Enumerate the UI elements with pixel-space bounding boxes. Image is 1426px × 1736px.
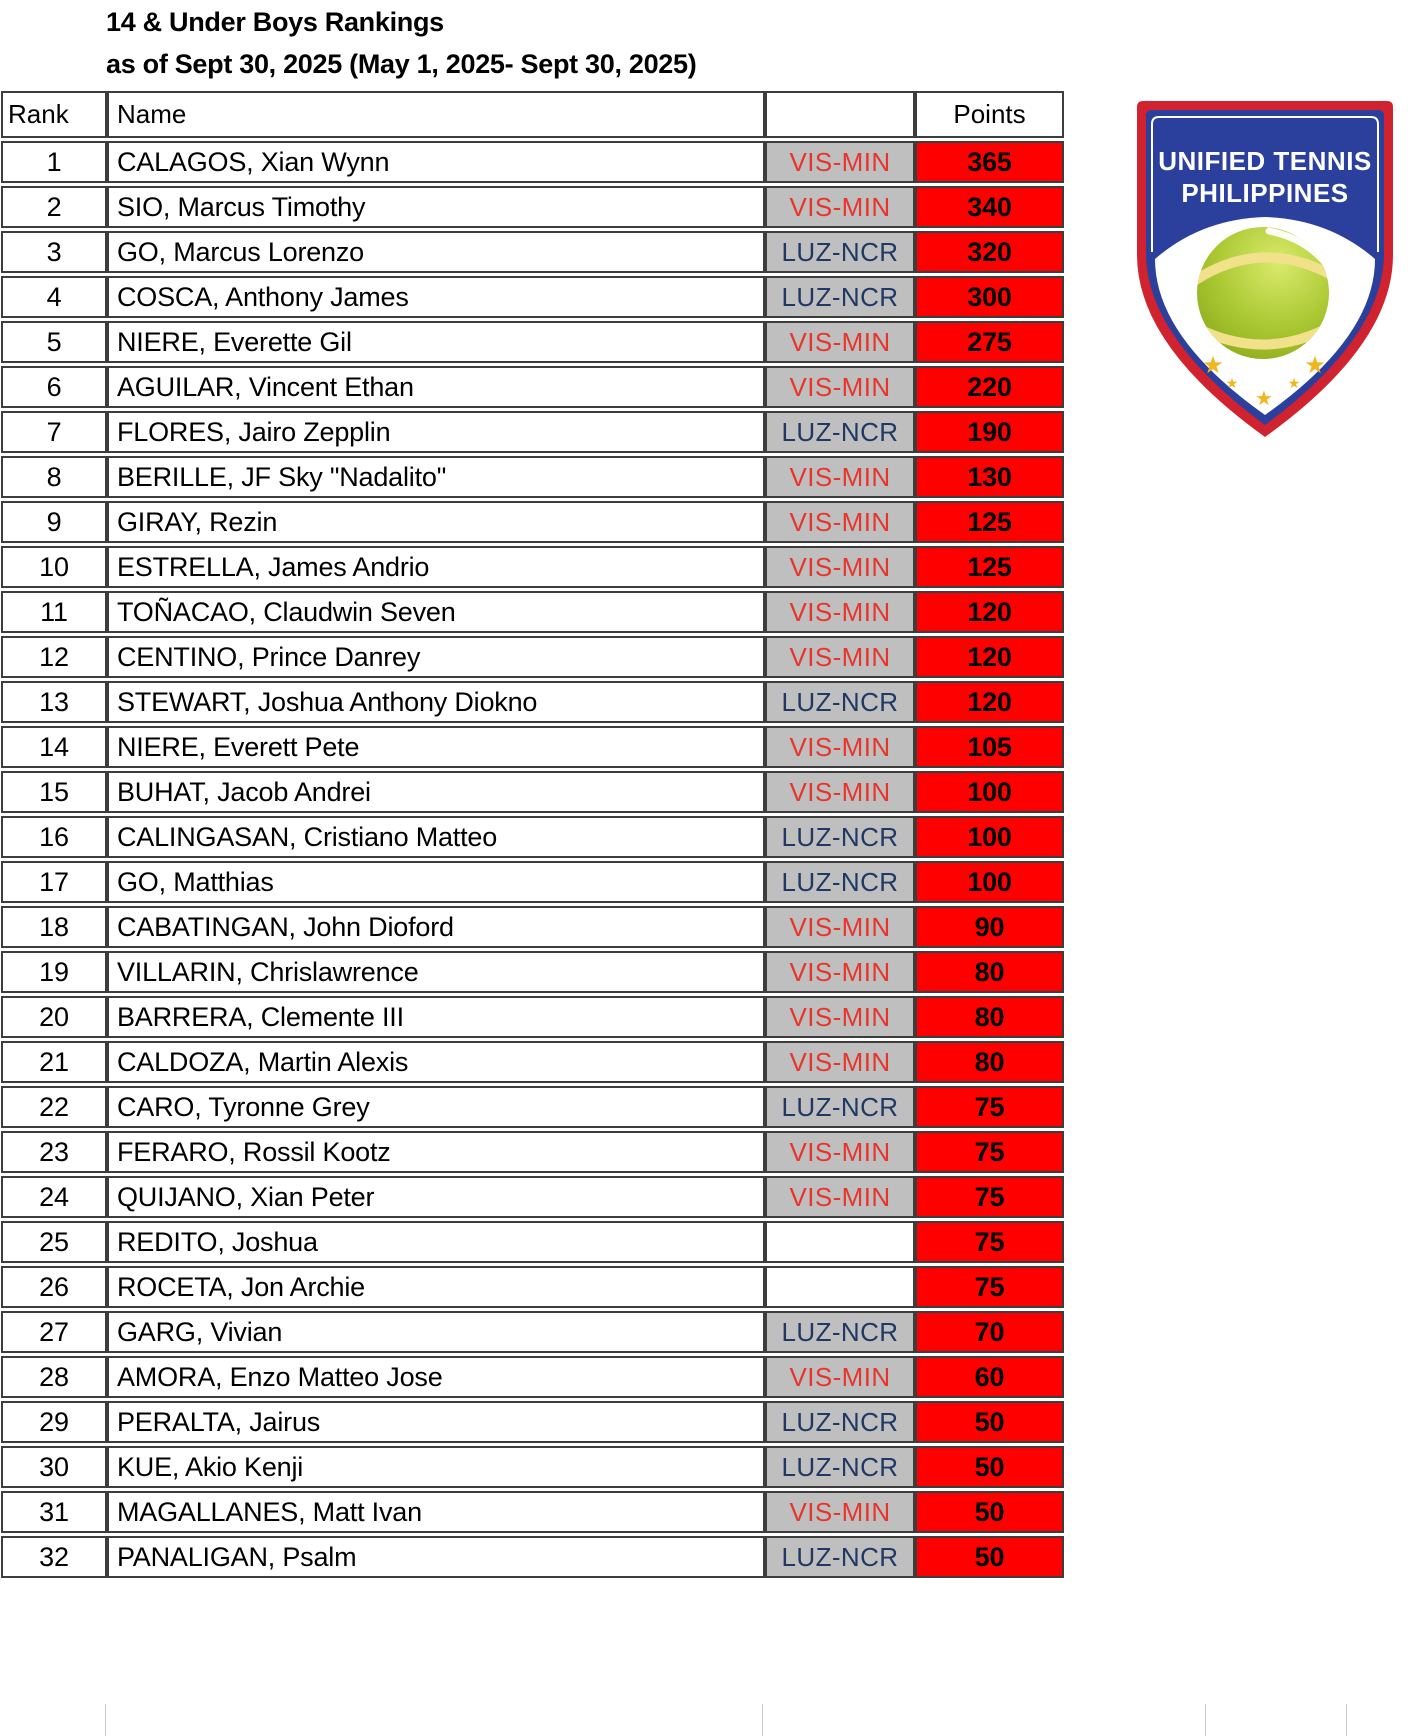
region-cell: LUZ-NCR	[765, 231, 915, 273]
table-row	[1, 186, 1064, 228]
region-cell: VIS-MIN	[765, 1491, 915, 1533]
rank-cell: 7	[1, 411, 107, 453]
region-cell: VIS-MIN	[765, 141, 915, 183]
rank-cell: 8	[1, 456, 107, 498]
rank-cell: 4	[1, 276, 107, 318]
points-cell: 80	[915, 996, 1064, 1038]
name-cell: AGUILAR, Vincent Ethan	[107, 366, 765, 408]
points-cell: 70	[915, 1311, 1064, 1353]
name-cell: GIRAY, Rezin	[107, 501, 765, 543]
table-row	[1, 231, 1064, 273]
table-row	[1, 501, 1064, 543]
name-cell: PANALIGAN, Psalm	[107, 1536, 765, 1578]
table-row	[1, 366, 1064, 408]
table-row	[1, 456, 1064, 498]
name-cell: GARG, Vivian	[107, 1311, 765, 1353]
points-cell: 125	[915, 501, 1064, 543]
sheet-grid-line	[1205, 1704, 1206, 1736]
rank-cell: 32	[1, 1536, 107, 1578]
utp-logo	[1133, 96, 1397, 442]
table-row	[1, 771, 1064, 813]
name-cell: KUE, Akio Kenji	[107, 1446, 765, 1488]
name-cell: BERILLE, JF Sky "Nadalito"	[107, 456, 765, 498]
name-cell: CARO, Tyronne Grey	[107, 1086, 765, 1128]
points-cell: 80	[915, 1041, 1064, 1083]
table-header-row	[1, 91, 1064, 138]
rank-cell: 22	[1, 1086, 107, 1128]
region-cell: LUZ-NCR	[765, 681, 915, 723]
points-cell: 75	[915, 1131, 1064, 1173]
region-cell: VIS-MIN	[765, 771, 915, 813]
sheet-grid-line	[1346, 1704, 1347, 1736]
table-row	[1, 1176, 1064, 1218]
name-cell: ESTRELLA, James Andrio	[107, 546, 765, 588]
rankings-table-body	[1, 141, 1064, 1578]
title-line2: as of Sept 30, 2025 (May 1, 2025- Sept 30, 2025)	[106, 49, 697, 79]
region-cell: VIS-MIN	[765, 636, 915, 678]
rank-cell: 16	[1, 816, 107, 858]
region-cell: LUZ-NCR	[765, 816, 915, 858]
points-cell: 275	[915, 321, 1064, 363]
rank-cell: 2	[1, 186, 107, 228]
rank-cell: 19	[1, 951, 107, 993]
table-row	[1, 141, 1064, 183]
name-cell: TOÑACAO, Claudwin Seven	[107, 591, 765, 633]
name-cell: CALINGASAN, Cristiano Matteo	[107, 816, 765, 858]
rank-cell: 6	[1, 366, 107, 408]
rank-cell: 31	[1, 1491, 107, 1533]
name-cell: GO, Matthias	[107, 861, 765, 903]
table-row	[1, 951, 1064, 993]
table-row	[1, 996, 1064, 1038]
table-row	[1, 321, 1064, 363]
name-cell: COSCA, Anthony James	[107, 276, 765, 318]
rank-cell: 27	[1, 1311, 107, 1353]
rank-cell: 17	[1, 861, 107, 903]
rank-cell: 12	[1, 636, 107, 678]
rank-cell: 30	[1, 1446, 107, 1488]
name-cell: STEWART, Joshua Anthony Diokno	[107, 681, 765, 723]
star-icon: ★	[1287, 376, 1301, 392]
name-cell: VILLARIN, Chrislawrence	[107, 951, 765, 993]
points-cell: 100	[915, 771, 1064, 813]
rank-cell: 24	[1, 1176, 107, 1218]
table-row	[1, 1491, 1064, 1533]
name-cell: NIERE, Everett Pete	[107, 726, 765, 768]
points-cell: 120	[915, 636, 1064, 678]
rank-cell: 9	[1, 501, 107, 543]
points-cell: 75	[915, 1221, 1064, 1263]
name-cell: PERALTA, Jairus	[107, 1401, 765, 1443]
name-cell: CALAGOS, Xian Wynn	[107, 141, 765, 183]
points-cell: 130	[915, 456, 1064, 498]
name-cell: CABATINGAN, John Dioford	[107, 906, 765, 948]
points-cell: 100	[915, 816, 1064, 858]
name-cell: CENTINO, Prince Danrey	[107, 636, 765, 678]
region-cell: LUZ-NCR	[765, 411, 915, 453]
star-icon: ★	[1255, 386, 1273, 410]
rank-cell: 10	[1, 546, 107, 588]
rank-cell: 5	[1, 321, 107, 363]
table-row	[1, 1446, 1064, 1488]
points-cell: 220	[915, 366, 1064, 408]
points-cell: 120	[915, 591, 1064, 633]
table-row	[1, 906, 1064, 948]
points-cell: 365	[915, 141, 1064, 183]
points-cell: 125	[915, 546, 1064, 588]
region-cell: VIS-MIN	[765, 726, 915, 768]
points-cell: 300	[915, 276, 1064, 318]
name-cell: GO, Marcus Lorenzo	[107, 231, 765, 273]
rank-cell: 26	[1, 1266, 107, 1308]
table-row	[1, 276, 1064, 318]
points-cell: 50	[915, 1491, 1064, 1533]
rank-cell: 14	[1, 726, 107, 768]
region-cell	[765, 1221, 915, 1263]
table-row	[1, 1086, 1064, 1128]
region-cell: VIS-MIN	[765, 546, 915, 588]
header-rank: Rank	[1, 91, 107, 138]
sheet-grid-line	[762, 1704, 763, 1736]
rank-cell: 28	[1, 1356, 107, 1398]
table-row	[1, 861, 1064, 903]
name-cell: SIO, Marcus Timothy	[107, 186, 765, 228]
logo-text-line1: UNIFIED TENNIS	[1158, 146, 1372, 176]
name-cell: QUIJANO, Xian Peter	[107, 1176, 765, 1218]
name-cell: BUHAT, Jacob Andrei	[107, 771, 765, 813]
name-cell: FERARO, Rossil Kootz	[107, 1131, 765, 1173]
points-cell: 100	[915, 861, 1064, 903]
name-cell: REDITO, Joshua	[107, 1221, 765, 1263]
region-cell: LUZ-NCR	[765, 1311, 915, 1353]
points-cell: 50	[915, 1536, 1064, 1578]
region-cell: LUZ-NCR	[765, 276, 915, 318]
region-cell: LUZ-NCR	[765, 1401, 915, 1443]
rank-cell: 11	[1, 591, 107, 633]
points-cell: 50	[915, 1401, 1064, 1443]
region-cell: LUZ-NCR	[765, 1086, 915, 1128]
sheet-grid-line	[105, 1704, 106, 1736]
region-cell: VIS-MIN	[765, 1356, 915, 1398]
points-cell: 340	[915, 186, 1064, 228]
header-points: Points	[915, 91, 1064, 138]
rank-cell: 13	[1, 681, 107, 723]
region-cell: VIS-MIN	[765, 1131, 915, 1173]
star-icon: ★	[1225, 376, 1239, 392]
region-cell: VIS-MIN	[765, 186, 915, 228]
table-row	[1, 681, 1064, 723]
points-cell: 50	[915, 1446, 1064, 1488]
points-cell: 75	[915, 1266, 1064, 1308]
header-name: Name	[107, 91, 765, 138]
table-row	[1, 1266, 1064, 1308]
header-region	[765, 91, 915, 138]
table-row	[1, 636, 1064, 678]
region-cell	[765, 1266, 915, 1308]
table-row	[1, 816, 1064, 858]
table-row	[1, 411, 1064, 453]
star-icon: ★	[1202, 351, 1224, 379]
points-cell: 60	[915, 1356, 1064, 1398]
name-cell: MAGALLANES, Matt Ivan	[107, 1491, 765, 1533]
star-icon: ★	[1304, 351, 1326, 379]
region-cell: VIS-MIN	[765, 591, 915, 633]
title-line1: 14 & Under Boys Rankings	[106, 7, 444, 37]
rankings-table	[1, 88, 1064, 1581]
region-cell: LUZ-NCR	[765, 1446, 915, 1488]
name-cell: NIERE, Everette Gil	[107, 321, 765, 363]
table-row	[1, 1401, 1064, 1443]
table-row	[1, 726, 1064, 768]
name-cell: BARRERA, Clemente III	[107, 996, 765, 1038]
region-cell: VIS-MIN	[765, 1041, 915, 1083]
points-cell: 120	[915, 681, 1064, 723]
table-row	[1, 1356, 1064, 1398]
rank-cell: 29	[1, 1401, 107, 1443]
points-cell: 75	[915, 1086, 1064, 1128]
region-cell: VIS-MIN	[765, 366, 915, 408]
table-row	[1, 1041, 1064, 1083]
points-cell: 320	[915, 231, 1064, 273]
table-row	[1, 1131, 1064, 1173]
table-row	[1, 591, 1064, 633]
region-cell: LUZ-NCR	[765, 861, 915, 903]
rank-cell: 21	[1, 1041, 107, 1083]
rank-cell: 23	[1, 1131, 107, 1173]
region-cell: VIS-MIN	[765, 501, 915, 543]
rank-cell: 25	[1, 1221, 107, 1263]
rank-cell: 18	[1, 906, 107, 948]
region-cell: VIS-MIN	[765, 321, 915, 363]
points-cell: 75	[915, 1176, 1064, 1218]
region-cell: VIS-MIN	[765, 951, 915, 993]
logo-text-line2: PHILIPPINES	[1181, 178, 1349, 208]
points-cell: 90	[915, 906, 1064, 948]
name-cell: AMORA, Enzo Matteo Jose	[107, 1356, 765, 1398]
name-cell: CALDOZA, Martin Alexis	[107, 1041, 765, 1083]
region-cell: LUZ-NCR	[765, 1536, 915, 1578]
page-title	[106, 1, 696, 85]
region-cell: VIS-MIN	[765, 456, 915, 498]
points-cell: 80	[915, 951, 1064, 993]
rank-cell: 20	[1, 996, 107, 1038]
points-cell: 105	[915, 726, 1064, 768]
region-cell: VIS-MIN	[765, 1176, 915, 1218]
table-row	[1, 546, 1064, 588]
rank-cell: 1	[1, 141, 107, 183]
rank-cell: 15	[1, 771, 107, 813]
region-cell: VIS-MIN	[765, 996, 915, 1038]
name-cell: FLORES, Jairo Zepplin	[107, 411, 765, 453]
name-cell: ROCETA, Jon Archie	[107, 1266, 765, 1308]
region-cell: VIS-MIN	[765, 906, 915, 948]
table-row	[1, 1311, 1064, 1353]
utp-logo-shield	[1133, 96, 1397, 442]
table-row	[1, 1221, 1064, 1263]
table-row	[1, 1536, 1064, 1578]
points-cell: 190	[915, 411, 1064, 453]
rank-cell: 3	[1, 231, 107, 273]
